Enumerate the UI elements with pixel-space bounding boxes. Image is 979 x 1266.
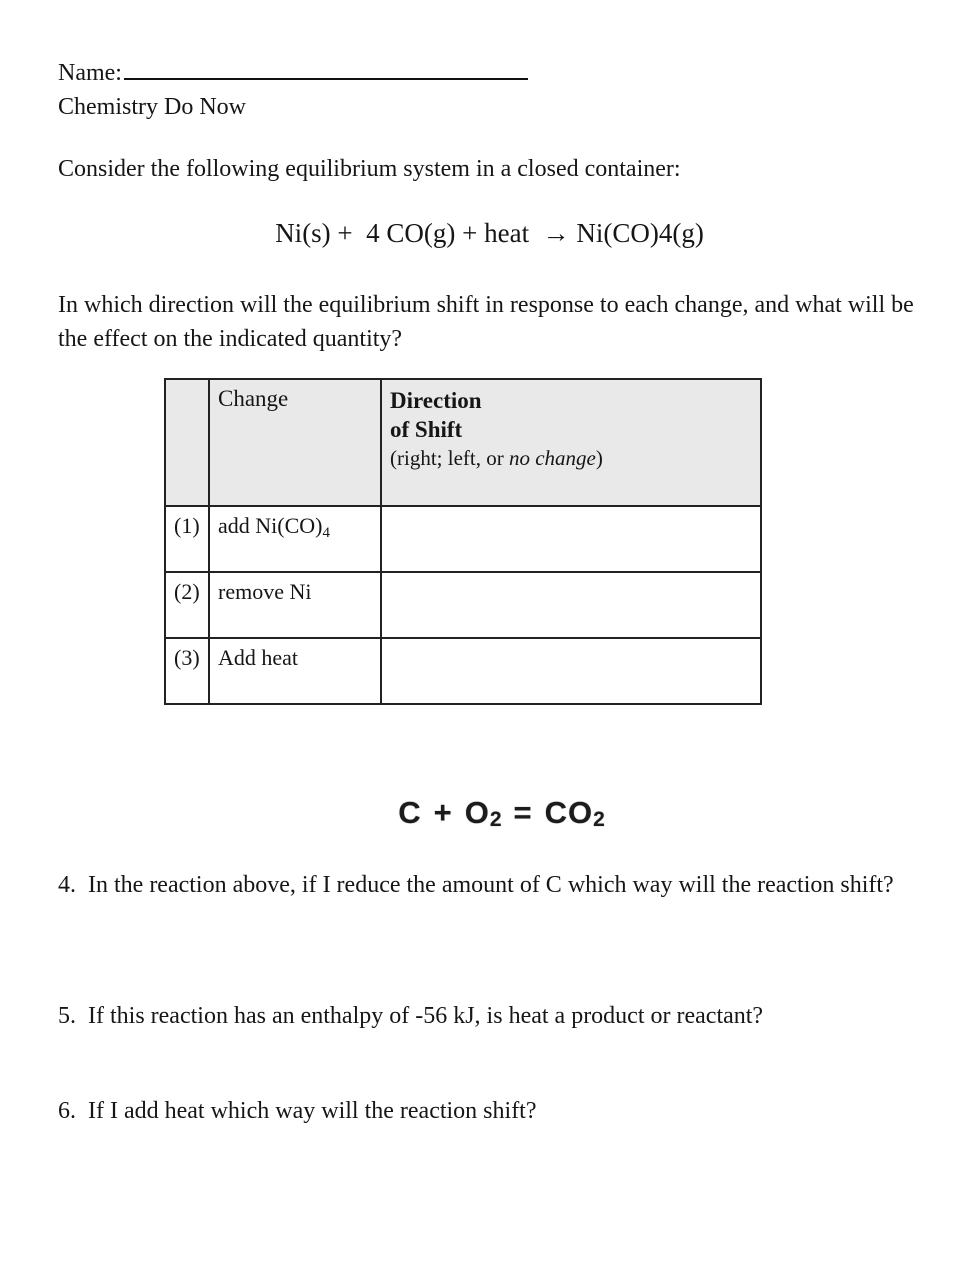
- row-number-cell: (1): [165, 506, 209, 572]
- change-cell: remove Ni: [209, 572, 381, 638]
- combustion-equation: [0, 795, 979, 832]
- intro-text: Consider the following equilibrium system in a closed container:: [58, 156, 681, 182]
- shift-table: [164, 378, 762, 705]
- name-label: Name:: [58, 60, 122, 86]
- change-cell: add $Ni(CO)_4$: [209, 506, 381, 572]
- row-number-cell: (2): [165, 572, 209, 638]
- subscript: 2: [489, 808, 502, 831]
- direction-answer-cell: [381, 572, 761, 638]
- direction-answer-cell: [381, 638, 761, 704]
- subscript: 4: [322, 525, 330, 541]
- direction-title-line2: of Shift: [390, 417, 463, 442]
- question-text: If this reaction has an enthalpy of -56 kJ, is heat a product or reactant?: [88, 1003, 764, 1029]
- eq2-term-co2: CO2: [544, 795, 605, 831]
- eq2-term-o2: O2: [464, 795, 502, 831]
- table-row: [165, 506, 761, 572]
- prompt-text: In which direction will the equilibrium shift in response to each change, and what will be the effect on the indicated quantity?: [58, 292, 914, 352]
- direction-answer-cell: [381, 506, 761, 572]
- question-4: [58, 868, 903, 903]
- header-cell-change: Change: [209, 379, 381, 506]
- question-6: [58, 1094, 903, 1129]
- direction-title-line1: Direction: [390, 388, 482, 413]
- question-5: [58, 999, 903, 1034]
- equilibrium-equation: Ni(s) + 4 CO(g) + heat → Ni(CO)4(g): [275, 218, 704, 248]
- plus-sign: +: [433, 795, 453, 830]
- table-header-row: [165, 379, 761, 506]
- question-number: 4.: [58, 872, 76, 898]
- table-row: [165, 572, 761, 638]
- name-line: [58, 56, 528, 90]
- shift-table-container: [164, 378, 762, 705]
- question-text: If I add heat which way will the reaction shift?: [88, 1098, 537, 1124]
- header-cell-number: [165, 379, 209, 506]
- question-number: 6.: [58, 1098, 76, 1124]
- equals-sign: =: [513, 795, 533, 830]
- question-text: In the reaction above, if I reduce the amount of C which way will the reaction shift?: [88, 872, 894, 898]
- row-number-cell: (3): [165, 638, 209, 704]
- table-row: [165, 638, 761, 704]
- change-cell: Add heat: [209, 638, 381, 704]
- worksheet-header: [58, 56, 528, 124]
- header-cell-direction: [381, 379, 761, 506]
- eq2-term-c: C: [398, 795, 422, 830]
- question-number: 5.: [58, 1003, 76, 1029]
- name-blank-line: [124, 58, 528, 80]
- subscript: 2: [593, 808, 605, 831]
- page-title: Chemistry Do Now: [58, 94, 246, 120]
- direction-note: (right; left, or no change): [390, 446, 603, 470]
